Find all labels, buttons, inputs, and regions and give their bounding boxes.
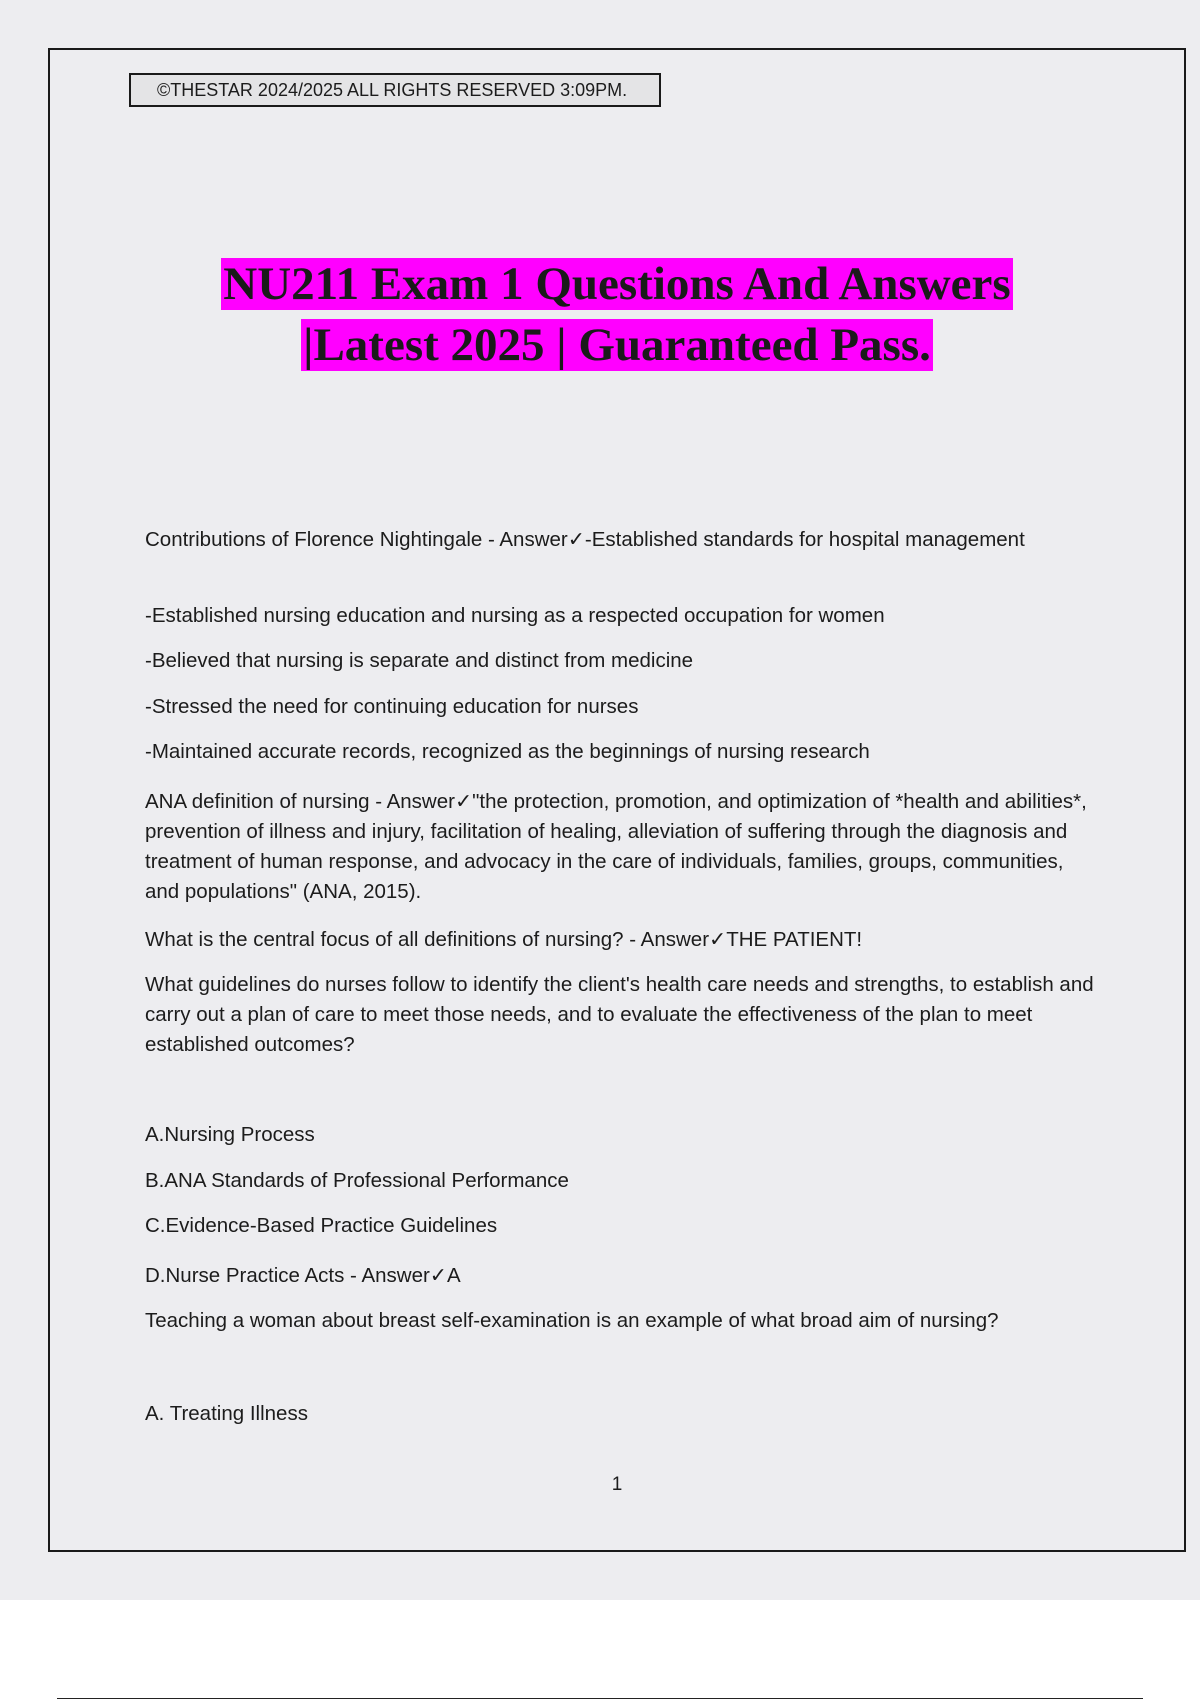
- option-a: A.Nursing Process: [145, 1123, 315, 1146]
- answer-bullet-education: -Established nursing education and nursing as a respected occupation for women: [145, 604, 885, 627]
- document-title-line-2: [100, 315, 1134, 375]
- option-a-treating-illness: A. Treating Illness: [145, 1402, 308, 1425]
- next-page-rule: [57, 1698, 1143, 1699]
- answer-bullet-records: -Maintained accurate records, recognized as the beginnings of nursing research: [145, 740, 870, 763]
- option-d-answer: D.Nurse Practice Acts - Answer✓A: [145, 1264, 461, 1287]
- title-highlight-2: |Latest 2025 | Guaranteed Pass.: [303, 319, 931, 371]
- document-title-line-1: [100, 254, 1134, 314]
- copyright-notice: ©THESTAR 2024/2025 ALL RIGHTS RESERVED 3:09PM.: [129, 73, 661, 107]
- option-c: C.Evidence-Based Practice Guidelines: [145, 1214, 498, 1237]
- question-central-focus: What is the central focus of all definitions of nursing? - Answer✓THE PATIENT!: [145, 928, 863, 951]
- option-b: B.ANA Standards of Professional Performance: [145, 1169, 569, 1192]
- answer-bullet-distinct: -Believed that nursing is separate and distinct from medicine: [145, 649, 694, 672]
- answer-bullet-continuing: -Stressed the need for continuing education for nurses: [145, 695, 639, 718]
- page-number: 1: [611, 1474, 623, 1495]
- question-ana-definition: ANA definition of nursing - Answer✓"the protection, promotion, and optimization of *health and abilities*, prevention of illness and injury, facilitation of healing, alleviation of suffering through the diagnosis and treatment of human response, and advocacy in the care of individuals, families, groups, communities, and populations" (ANA, 2015).: [145, 790, 1087, 903]
- question-breast-exam: Teaching a woman about breast self-examination is an example of what broad aim of nursing?: [145, 1309, 999, 1332]
- title-highlight-1: NU211 Exam 1 Questions And Answers: [223, 258, 1011, 310]
- question-guidelines: What guidelines do nurses follow to identify the client's health care needs and strengths, to establish and carry out a plan of care to meet those needs, and to evaluate the effectiveness of the plan to meet established outcomes?: [145, 973, 1094, 1056]
- question-nightingale: Contributions of Florence Nightingale - Answer✓-Established standards for hospital management: [145, 528, 1025, 551]
